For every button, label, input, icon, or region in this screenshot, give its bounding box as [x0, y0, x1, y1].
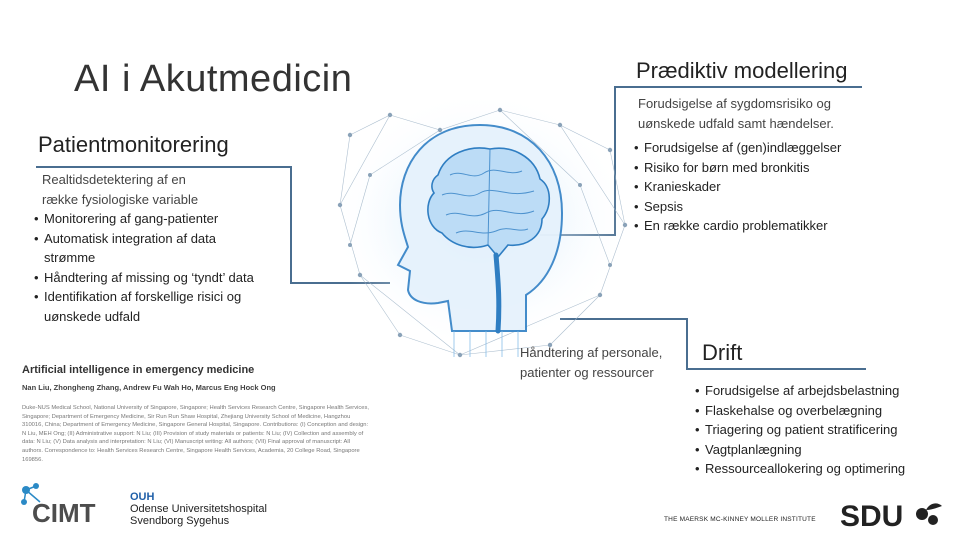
operations-heading: Drift [702, 340, 743, 365]
operations-intro: Håndtering af personale, patienter og ressourcer [520, 345, 663, 380]
list-item: • Flaskehalse og overbelægning [695, 401, 945, 421]
ouh-logo-text [130, 491, 267, 527]
sdu-logo [840, 496, 950, 532]
list-item: • En række cardio problematikker [634, 216, 894, 236]
predictive-modelling-heading: Prædiktiv modellering [636, 58, 848, 83]
list-item: • Triagering og patient stratificering [695, 420, 945, 440]
connector-operations-horizontal [686, 368, 866, 370]
reference-paper-authors: Nan Liu, Zhongheng Zhang, Andrew Fu Wah Ho, Marcus Eng Hock Ong [22, 383, 276, 392]
reference-paper-affiliations: Duke-NUS Medical School, National University of Singapore, Singapore; Health Services Research Centre, Singapore Health Services, Singapore; Department of Emergency Medicine, Sir Run Run Shaw Hospital, Zhejiang University School of Medicine, Hangzhou 310016, China; Department of Emergency Medicine, Singapore General Hospital, Singapore. Contributions: (I) Conception and design: N Liu, MEH Ong; (II) Administrative support: N Liu; (III) Provision of study materials or patients: N Liu; (IV) Collection and assembly of data: N Liu; (V) Data analysis and interpretation: N Liu; (VI) Manuscript writing: All authors; (VII) Final approval of manuscript: All authors. Correspondence to: Health Services Research Centre, Singapore Health Services, Academia, 20 College Road, Singapore 169856. [22, 405, 370, 463]
brain-network-illustration [330, 95, 630, 360]
patient-monitoring-list [34, 209, 284, 326]
list-item: • Identifikation af forskellige risici og uønskede udfald [34, 287, 284, 326]
list-item: • Kranieskader [634, 177, 894, 197]
list-item: • Sepsis [634, 197, 894, 217]
list-item: • Forudsigelse af (gen)indlæggelser [634, 138, 894, 158]
list-item: • Vagtplanlægning [695, 440, 945, 460]
connector-patient-vertical [290, 166, 292, 284]
cimt-logo-text: CIMT [32, 498, 96, 526]
list-item: • Forudsigelse af arbejdsbelastning [695, 381, 945, 401]
ouh-line: Odense Universitetshospital [130, 503, 267, 515]
list-item: • Håndtering af missing og ‘tyndt’ data [34, 268, 259, 288]
list-item: • Automatisk integration af data strømme [34, 229, 249, 268]
ouh-line: Svendborg Sygehus [130, 515, 230, 527]
sdu-logo-text: SDU [840, 500, 904, 532]
page-title: AI i Akutmedicin [74, 58, 353, 100]
list-item: • Monitorering af gang-patienter [34, 209, 284, 229]
connector-predictive-horizontal [614, 86, 862, 88]
ouh-line: OUH [130, 491, 155, 503]
maersk-institute-label: THE MAERSK MC-KINNEY MOLLER INSTITUTE [664, 516, 816, 523]
cimt-logo [18, 480, 122, 526]
patient-monitoring-heading: Patientmonitorering [38, 132, 229, 157]
patient-monitoring-intro: Realtidsdetektering af en række fysiologiske variable [42, 172, 199, 207]
predictive-modelling-list [634, 138, 894, 236]
list-item: • Ressourceallokering og optimering [695, 459, 945, 479]
list-item: • Risiko for børn med bronkitis [634, 158, 894, 178]
reference-paper-title: Artificial intelligence in emergency medicine [22, 364, 255, 376]
operations-list [695, 381, 945, 479]
connector-patient-horizontal [36, 166, 292, 168]
predictive-modelling-intro: Forudsigelse af sygdomsrisiko og uønskede udfald samt hændelser. [638, 96, 834, 131]
